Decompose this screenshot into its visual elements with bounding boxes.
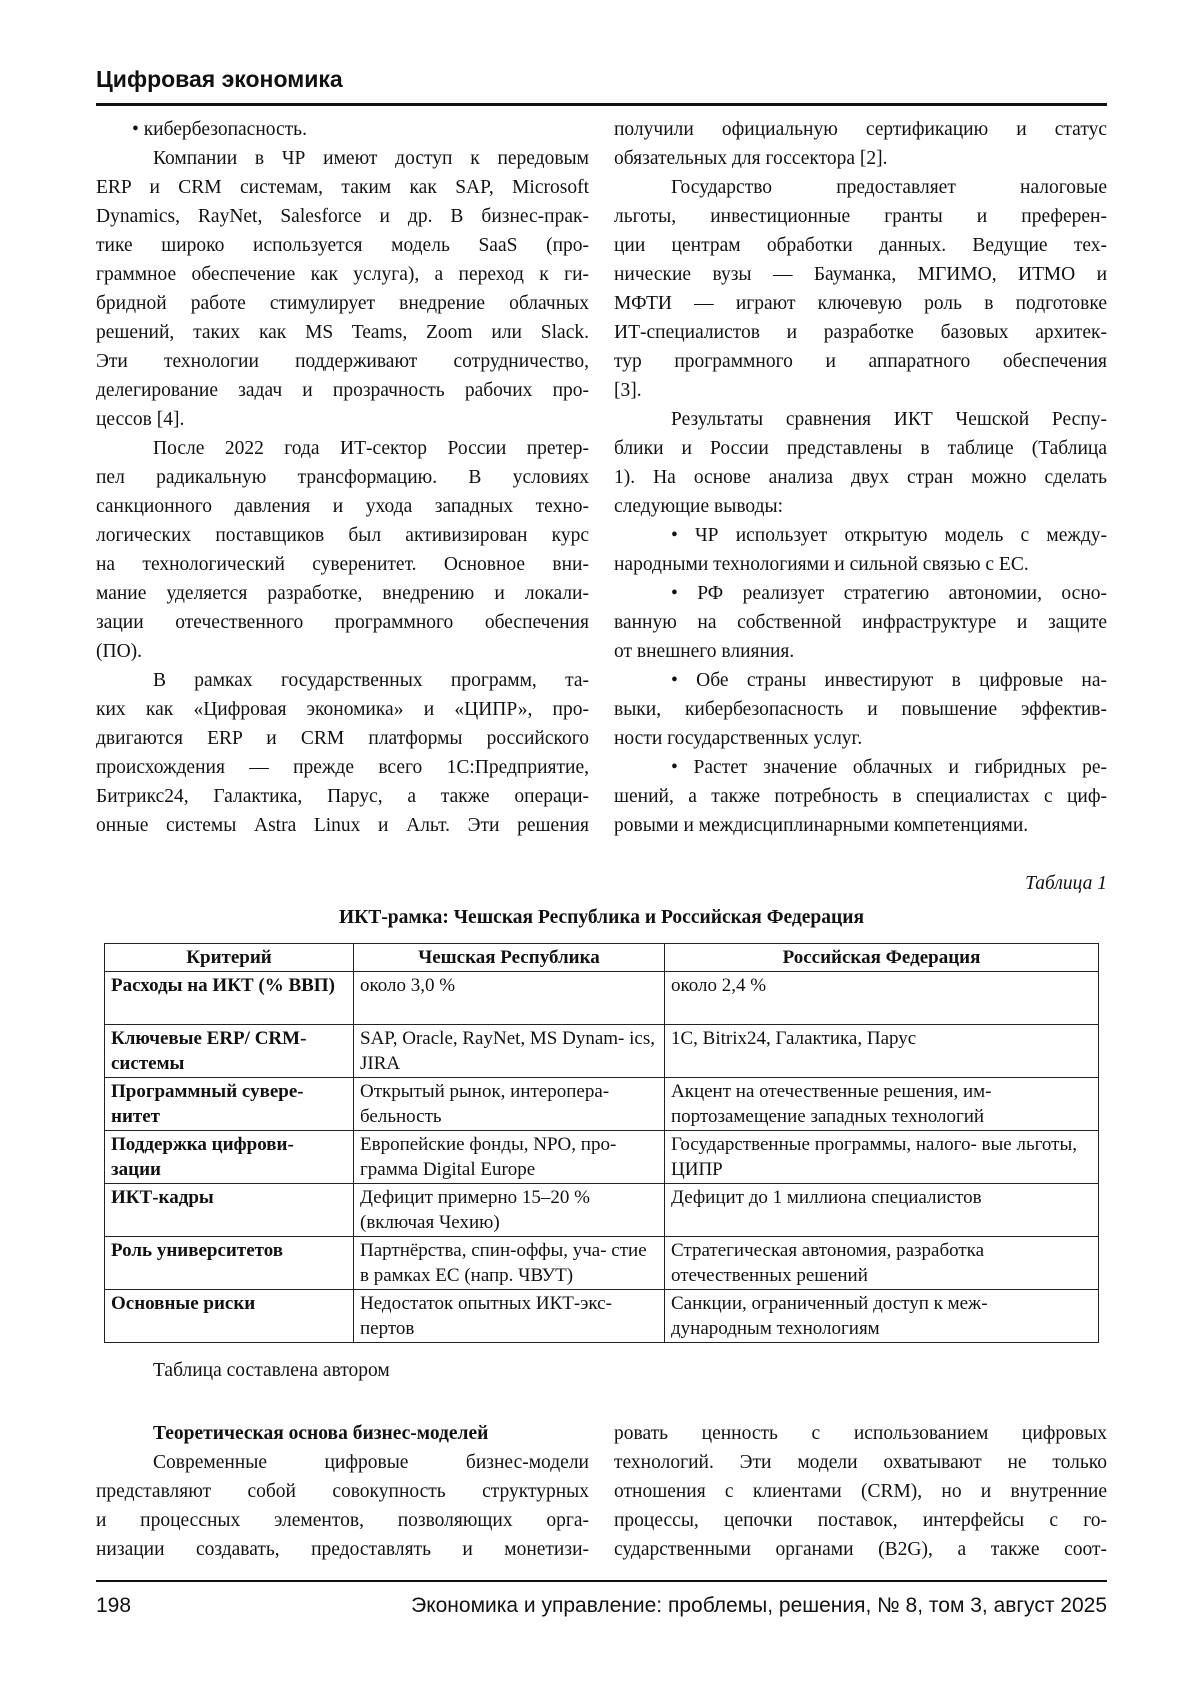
criterion-cell: Поддержка цифрови- зации <box>105 1131 354 1184</box>
text-line: низации создавать, предоставлять и монетизи- <box>96 1539 589 1560</box>
text-line: Компании в ЧР имеют доступ к передовым <box>153 148 589 169</box>
text-line: тике широко используется модель SaaS (про- <box>96 235 589 256</box>
header-rule <box>96 103 1107 106</box>
column-header: Критерий <box>105 944 354 972</box>
text-line: получили официальную сертификацию и статус <box>614 119 1107 140</box>
text-line: процессы, цепочки поставок, интерфейсы с го- <box>614 1510 1107 1531</box>
text-line: мание уделяется разработке, внедрению и локали- <box>96 583 589 604</box>
czech-cell: Открытый рынок, интеропера- бельность <box>354 1078 665 1131</box>
text-line: • Растет значение облачных и гибридных ре- <box>671 757 1107 778</box>
column-header: Российская Федерация <box>665 944 1099 972</box>
running-header: Цифровая экономика <box>96 66 343 92</box>
text-line: Эти технологии поддерживают сотрудничество, <box>96 351 589 372</box>
table-row <box>105 972 1099 1025</box>
text-line: Dynamics, RayNet, Salesforce и др. В бизнес-прак- <box>96 206 589 227</box>
table-row <box>105 1290 1099 1343</box>
text-line: ции центрам обработки данных. Ведущие тех- <box>614 235 1107 256</box>
russia-cell: Дефицит до 1 миллиона специалистов <box>665 1184 1099 1237</box>
czech-cell: Недостаток опытных ИКТ-экс- пертов <box>354 1290 665 1343</box>
text-line: ких как «Цифровая экономика» и «ЦИПР», про- <box>96 699 589 720</box>
text-line: (ПО). <box>96 641 143 662</box>
text-line: выки, кибербезопасность и повышение эффектив- <box>614 699 1107 720</box>
text-line: ванную на собственной инфраструктуре и защите <box>614 612 1107 633</box>
text-line: ности государственных услуг. <box>614 728 863 749</box>
comparison-table <box>104 943 1099 1343</box>
czech-cell: Европейские фонды, NPO, про- грамма Digital Europe <box>354 1131 665 1184</box>
text-line: делегирование задач и прозрачность рабочих про- <box>96 380 589 401</box>
text-line: • РФ реализует стратегию автономии, осно- <box>671 583 1107 604</box>
text-line: ровыми и междисциплинарными компетенциями. <box>614 815 1029 836</box>
table-source-note: Таблица составлена автором <box>153 1360 390 1381</box>
criterion-cell: Ключевые ERP/ CRM-системы <box>105 1025 354 1078</box>
text-line: бридной работе стимулирует внедрение облачных <box>96 293 589 314</box>
text-line: • ЧР использует открытую модель с между- <box>671 525 1107 546</box>
text-line: Битрикс24, Галактика, Парус, а также операци- <box>96 786 589 807</box>
text-line: и процессных элементов, позволяющих орга- <box>96 1510 589 1531</box>
text-line: шений, а также потребность в специалистах с циф- <box>614 786 1107 807</box>
table-row <box>105 1078 1099 1131</box>
text-line: сударственными органами (B2G), а также соот- <box>614 1539 1107 1560</box>
footer-rule <box>96 1580 1107 1582</box>
table-header-row <box>105 944 1099 972</box>
text-line: онные системы Astra Linux и Альт. Эти решения <box>96 815 589 836</box>
section2-right-column <box>614 1419 1107 1564</box>
text-line: народными технологиями и сильной связью с ЕС. <box>614 554 1029 575</box>
text-line: следующие выводы: <box>614 496 784 517</box>
criterion-cell: Роль университетов <box>105 1237 354 1290</box>
text-line: тур программного и аппаратного обеспечения <box>614 351 1107 372</box>
czech-cell: SAP, Oracle, RayNet, MS Dynam- ics, JIRA <box>354 1025 665 1078</box>
text-line: • Обе страны инвестируют в цифровые на- <box>671 670 1107 691</box>
table-row <box>105 1025 1099 1078</box>
text-line: ровать ценность с использованием цифровых <box>614 1423 1107 1444</box>
table-row <box>105 1184 1099 1237</box>
russia-cell: 1C, Bitrix24, Галактика, Парус <box>665 1025 1099 1078</box>
russia-cell: Акцент на отечественные решения, им- портозамещение западных технологий <box>665 1078 1099 1131</box>
text-line: В рамках государственных программ, та- <box>153 670 589 691</box>
text-line: 1). На основе анализа двух стран можно сделать <box>614 467 1107 488</box>
text-line: ERP и CRM системам, таким как SAP, Microsoft <box>96 177 589 198</box>
russia-cell: около 2,4 % <box>665 972 1099 1025</box>
czech-cell: около 3,0 % <box>354 972 665 1025</box>
text-line: Современные цифровые бизнес-модели <box>153 1452 589 1473</box>
text-line: Государство предоставляет налоговые <box>671 177 1107 198</box>
text-line: блики и России представлены в таблице (Таблица <box>614 438 1107 459</box>
text-line: ИТ-специалистов и разработке базовых архитек- <box>614 322 1107 343</box>
text-line: технологий. Эти модели охватывают не только <box>614 1452 1107 1473</box>
text-line: пел радикальную трансформацию. В условиях <box>96 467 589 488</box>
section-heading: Теоретическая основа бизнес-моделей <box>153 1423 489 1444</box>
russia-cell: Санкции, ограниченный доступ к меж- дународным технологиям <box>665 1290 1099 1343</box>
page-number: 198 <box>96 1594 132 1617</box>
text-line: льготы, инвестиционные гранты и преферен- <box>614 206 1107 227</box>
czech-cell: Дефицит примерно 15–20 % (включая Чехию) <box>354 1184 665 1237</box>
text-line: цессов [4]. <box>96 409 185 430</box>
criterion-cell: Основные риски <box>105 1290 354 1343</box>
journal-info: Экономика и управление: проблемы, решения, № 8, том 3, август 2025 <box>411 1594 1107 1617</box>
table-caption: Таблица 1 <box>1025 873 1107 894</box>
column-header: Чешская Республика <box>354 944 665 972</box>
criterion-cell: ИКТ-кадры <box>105 1184 354 1237</box>
table-row <box>105 1237 1099 1290</box>
table-title: ИКТ-рамка: Чешская Республика и Российская Федерация <box>339 907 864 928</box>
text-line: МФТИ — играют ключевую роль в подготовке <box>614 293 1107 314</box>
text-line: После 2022 года ИТ-сектор России претер- <box>153 438 589 459</box>
section2-left-column <box>96 1419 589 1564</box>
text-line: [3]. <box>614 380 642 401</box>
text-line: на технологический суверенитет. Основное вни- <box>96 554 589 575</box>
russia-cell: Стратегическая автономия, разработка отечественных решений <box>665 1237 1099 1290</box>
text-line: зации отечественного программного обеспечения <box>96 612 589 633</box>
russia-cell: Государственные программы, налого- вые льготы, ЦИПР <box>665 1131 1099 1184</box>
text-line: двигаются ERP и CRM платформы российского <box>96 728 589 749</box>
text-line: граммное обеспечение как услуга), а переход к ги- <box>96 264 589 285</box>
czech-cell: Партнёрства, спин-оффы, уча- стие в рамках ЕС (напр. ЧВУТ) <box>354 1237 665 1290</box>
text-line: Результаты сравнения ИКТ Чешской Респу- <box>671 409 1107 430</box>
text-line: нические вузы — Бауманка, МГИМО, ИТМО и <box>614 264 1107 285</box>
text-line: санкционного давления и ухода западных техно- <box>96 496 589 517</box>
left-column <box>96 115 589 840</box>
text-line: решений, таких как MS Teams, Zoom или Slack. <box>96 322 589 343</box>
text-line: представляют собой совокупность структурных <box>96 1481 589 1502</box>
criterion-cell: Программный сувере- нитет <box>105 1078 354 1131</box>
table-row <box>105 1131 1099 1184</box>
text-line: обязательных для госсектора [2]. <box>614 148 888 169</box>
text-line: • кибербезопасность. <box>132 119 307 140</box>
right-column <box>614 115 1107 840</box>
text-line: происхождения — прежде всего 1С:Предприятие, <box>96 757 589 778</box>
text-line: отношения с клиентами (CRM), но и внутренние <box>614 1481 1107 1502</box>
text-line: логических поставщиков был активизирован курс <box>96 525 589 546</box>
criterion-cell: Расходы на ИКТ (% ВВП) <box>105 972 354 1025</box>
text-line: от внешнего влияния. <box>614 641 795 662</box>
